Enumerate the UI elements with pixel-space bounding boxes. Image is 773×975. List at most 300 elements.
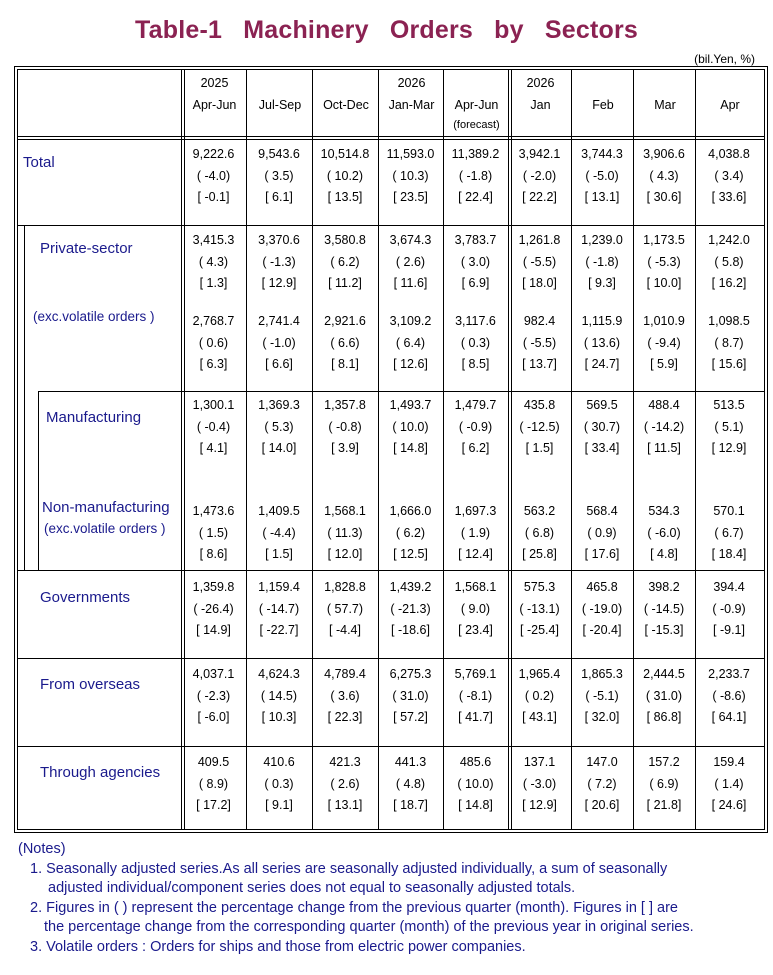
cell-yoy-change: [ 22.4] — [458, 190, 493, 204]
cell-yoy-change: [ 12.9] — [522, 798, 557, 812]
table-cell — [635, 230, 693, 295]
table-cell — [183, 311, 244, 376]
column-header-bot — [572, 116, 634, 138]
cell-qoq-change: ( -5.0) — [585, 168, 619, 183]
table-cell — [697, 664, 761, 729]
cell-value: 11,593.0 — [386, 147, 435, 161]
column-header-mid: Jan — [530, 98, 551, 112]
cell-value: 2,768.7 — [192, 314, 235, 328]
cell-value: 1,173.5 — [643, 233, 685, 247]
cell-yoy-change: [ 16.2] — [711, 276, 747, 290]
column-header-top: 2026 — [526, 76, 555, 90]
table-cell — [635, 752, 693, 817]
table-cell — [248, 577, 310, 642]
cell-value: 1,697.3 — [454, 504, 497, 518]
cell-value: 1,473.6 — [192, 504, 235, 518]
cell-qoq-change: ( 0.6) — [198, 335, 229, 350]
cell-qoq-change: ( 31.0) — [645, 688, 683, 703]
row-label: Non-manufacturing — [42, 499, 170, 516]
cell-value: 1,369.3 — [258, 398, 300, 412]
cell-yoy-change: [ 10.0] — [646, 276, 682, 290]
cell-value: 1,261.8 — [518, 233, 561, 247]
cell-qoq-change: ( 3.5) — [264, 168, 294, 183]
cell-yoy-change: [ 22.2] — [522, 190, 557, 204]
cell-yoy-change: [ 8.6] — [199, 547, 228, 561]
table-cell — [248, 395, 310, 460]
column-header — [444, 72, 509, 138]
cell-yoy-change: [ 17.2] — [196, 798, 231, 812]
cell-value: 3,370.6 — [258, 233, 300, 247]
table-cell — [248, 311, 310, 376]
column-header-bot — [379, 116, 444, 138]
table-cell — [445, 577, 506, 642]
cell-value: 2,921.6 — [324, 314, 366, 328]
cell-yoy-change: [ 33.6] — [711, 190, 747, 204]
column-header — [379, 72, 444, 138]
cell-yoy-change: [ 13.7] — [522, 357, 557, 371]
cell-qoq-change: ( -8.6) — [712, 688, 746, 703]
cell-qoq-change: ( 7.2) — [587, 776, 617, 791]
column-header — [696, 72, 764, 138]
column-header-bot — [696, 116, 764, 138]
note-1-cont: adjusted individual/component series does not equal to seasonally adjusted totals. — [48, 880, 576, 896]
cell-qoq-change: ( 6.8) — [524, 525, 555, 540]
section-divider — [18, 658, 764, 659]
cell-qoq-change: ( -26.4) — [193, 601, 234, 616]
cell-value: 2,444.5 — [643, 667, 685, 681]
table-cell — [248, 664, 310, 729]
cell-yoy-change: [ 22.3] — [327, 710, 363, 724]
cell-qoq-change: ( -19.0) — [581, 601, 623, 616]
cell-yoy-change: [ -4.4] — [329, 623, 361, 637]
table-cell — [573, 230, 631, 295]
table-cell — [635, 664, 693, 729]
table-cell — [314, 501, 376, 566]
cell-yoy-change: [ 13.5] — [327, 190, 363, 204]
cell-yoy-change: [ 8.1] — [331, 357, 359, 371]
cell-qoq-change: ( 0.3) — [264, 776, 294, 791]
table-cell — [510, 395, 569, 460]
column-header-top — [696, 72, 764, 94]
cell-qoq-change: ( -21.3) — [390, 601, 431, 616]
cell-yoy-change: [ 17.6] — [584, 547, 620, 561]
column-header-mid: Apr-Jun — [454, 98, 499, 112]
cell-qoq-change: ( 0.3) — [460, 335, 491, 350]
cell-qoq-change: ( -5.5) — [522, 335, 557, 350]
cell-value: 409.5 — [197, 755, 230, 769]
table-cell — [445, 752, 506, 817]
table-cell — [248, 752, 310, 817]
table-cell — [510, 144, 569, 209]
cell-value: 1,828.8 — [324, 580, 366, 594]
note-3: 3. Volatile orders : Orders for ships and those from electric power companies. — [30, 938, 526, 955]
table-cell — [573, 752, 631, 817]
row-label: (exc.volatile orders ) — [33, 309, 155, 324]
cell-value: 3,580.8 — [324, 233, 366, 247]
cell-yoy-change: [ -15.3] — [644, 623, 684, 637]
cell-yoy-change: [ -0.1] — [197, 190, 230, 204]
column-header-top — [444, 72, 509, 94]
table-cell — [697, 144, 761, 209]
table-cell — [510, 501, 569, 566]
cell-yoy-change: [ 12.0] — [327, 547, 363, 561]
cell-qoq-change: ( 10.2) — [326, 168, 364, 183]
table-cell — [697, 577, 761, 642]
cell-yoy-change: [ 41.7] — [458, 710, 493, 724]
table-cell — [573, 501, 631, 566]
cell-qoq-change: ( -0.8) — [328, 419, 362, 434]
cell-yoy-change: [ 20.6] — [584, 798, 620, 812]
cell-value: 159.4 — [713, 755, 745, 769]
table-cell — [248, 144, 310, 209]
column-divider — [695, 70, 696, 829]
cell-yoy-change: [ 11.2] — [328, 276, 362, 290]
cell-yoy-change: [ 6.9] — [461, 276, 490, 290]
cell-qoq-change: ( -1.0) — [262, 335, 296, 350]
column-header — [572, 72, 634, 138]
table-cell — [380, 395, 441, 460]
cell-value: 4,624.3 — [258, 667, 300, 681]
column-header-mid: Mar — [654, 98, 676, 112]
cell-yoy-change: [ 43.1] — [522, 710, 557, 724]
row-label: From overseas — [40, 676, 141, 693]
cell-value: 137.1 — [523, 755, 556, 769]
cell-value: 563.2 — [523, 504, 556, 518]
cell-qoq-change: ( 11.3) — [327, 525, 363, 540]
section-divider — [18, 570, 764, 571]
table-cell — [445, 501, 506, 566]
cell-value: 1,115.9 — [581, 314, 623, 328]
table-cell — [314, 577, 376, 642]
cell-value: 441.3 — [394, 755, 427, 769]
cell-yoy-change: [ 14.8] — [458, 798, 493, 812]
page-title: Table-1 Machinery Orders by Sectors — [135, 16, 638, 44]
table-cell — [510, 752, 569, 817]
cell-yoy-change: [ 12.5] — [393, 547, 428, 561]
cell-yoy-change: [ 3.9] — [331, 441, 359, 455]
cell-qoq-change: ( -5.1) — [585, 688, 619, 703]
cell-yoy-change: [ 4.8] — [650, 547, 678, 561]
cell-qoq-change: ( 4.3) — [649, 168, 679, 183]
nest-divider — [24, 225, 25, 570]
cell-qoq-change: ( 5.1) — [714, 419, 744, 434]
table-cell — [380, 311, 441, 376]
row-sublabel: (exc.volatile orders ) — [44, 521, 166, 536]
cell-qoq-change: ( 57.7) — [326, 601, 364, 616]
column-header — [247, 72, 313, 138]
cell-yoy-change: [ 6.2] — [461, 441, 490, 455]
cell-qoq-change: ( -9.4) — [647, 335, 681, 350]
cell-qoq-change: ( 10.3) — [392, 168, 429, 183]
cell-value: 3,109.2 — [389, 314, 432, 328]
cell-value: 1,300.1 — [192, 398, 235, 412]
column-divider — [443, 70, 444, 829]
cell-value: 3,744.3 — [581, 147, 623, 161]
table-cell — [635, 144, 693, 209]
table-cell — [314, 752, 376, 817]
section-divider — [38, 391, 764, 392]
table-cell — [635, 311, 693, 376]
cell-qoq-change: ( 6.6) — [330, 335, 360, 350]
cell-yoy-change: [ 12.9] — [711, 441, 747, 455]
notes-heading: (Notes) — [18, 841, 66, 857]
cell-qoq-change: ( -5.3) — [647, 254, 681, 269]
cell-value: 1,242.0 — [708, 233, 750, 247]
cell-value: 410.6 — [263, 755, 295, 769]
cell-value: 2,233.7 — [708, 667, 750, 681]
column-divider — [633, 70, 634, 829]
table-cell — [573, 395, 631, 460]
cell-value: 4,789.4 — [324, 667, 366, 681]
cell-value: 569.5 — [586, 398, 618, 412]
cell-value: 1,359.8 — [192, 580, 235, 594]
cell-yoy-change: [ 14.8] — [393, 441, 428, 455]
cell-value: 1,010.9 — [643, 314, 685, 328]
cell-yoy-change: [ 25.8] — [522, 547, 557, 561]
cell-qoq-change: ( 4.8) — [395, 776, 426, 791]
table-cell — [248, 501, 310, 566]
table-cell — [314, 144, 376, 209]
column-header-bot — [313, 116, 379, 138]
column-divider — [571, 70, 572, 829]
cell-yoy-change: [ 6.1] — [265, 190, 293, 204]
table-cell — [635, 577, 693, 642]
cell-value: 9,543.6 — [258, 147, 300, 161]
cell-yoy-change: [ 33.4] — [584, 441, 620, 455]
cell-value: 1,357.8 — [324, 398, 366, 412]
cell-yoy-change: [ -18.6] — [391, 623, 430, 637]
cell-value: 6,275.3 — [389, 667, 432, 681]
table-cell — [697, 752, 761, 817]
cell-qoq-change: ( 6.2) — [330, 254, 360, 269]
row-label: Governments — [40, 589, 131, 606]
cell-qoq-change: ( 3.0) — [460, 254, 491, 269]
cell-value: 1,568.1 — [454, 580, 497, 594]
cell-qoq-change: ( 10.0) — [392, 419, 429, 434]
column-header-mid: Apr — [720, 98, 740, 112]
cell-qoq-change: ( 9.0) — [460, 601, 491, 616]
cell-qoq-change: ( 31.0) — [392, 688, 429, 703]
cell-value: 421.3 — [329, 755, 361, 769]
table-cell — [510, 664, 569, 729]
table-cell — [697, 501, 761, 566]
cell-yoy-change: [ 11.6] — [393, 276, 428, 290]
cell-value: 394.4 — [713, 580, 745, 594]
cell-yoy-change: [ 12.9] — [261, 276, 297, 290]
cell-yoy-change: [ -22.7] — [259, 623, 299, 637]
cell-yoy-change: [ 5.9] — [650, 357, 678, 371]
cell-qoq-change: ( 6.9) — [649, 776, 679, 791]
cell-value: 4,037.1 — [192, 667, 235, 681]
cell-value: 513.5 — [713, 398, 745, 412]
cell-yoy-change: [ 24.7] — [584, 357, 620, 371]
table-cell — [380, 577, 441, 642]
cell-value: 568.4 — [586, 504, 618, 518]
table-cell — [314, 230, 376, 295]
cell-value: 4,038.8 — [708, 147, 750, 161]
cell-value: 3,415.3 — [192, 233, 235, 247]
column-header-bot — [247, 116, 313, 138]
table-cell — [635, 395, 693, 460]
row-label: Total — [23, 154, 55, 171]
cell-value: 3,117.6 — [455, 314, 496, 328]
cell-yoy-change: [ 14.9] — [196, 623, 231, 637]
column-header — [182, 72, 247, 138]
table-cell — [445, 144, 506, 209]
column-header — [634, 72, 696, 138]
column-divider — [246, 70, 247, 829]
cell-qoq-change: ( 13.6) — [583, 335, 621, 350]
table-cell — [183, 664, 244, 729]
cell-qoq-change: ( 2.6) — [395, 254, 426, 269]
cell-qoq-change: ( -2.3) — [196, 688, 231, 703]
table-cell — [573, 664, 631, 729]
nest-divider — [38, 391, 39, 570]
cell-value: 1,666.0 — [389, 504, 432, 518]
table-cell — [510, 577, 569, 642]
column-header-top — [313, 72, 379, 94]
table-cell — [314, 311, 376, 376]
cell-qoq-change: ( 5.3) — [264, 419, 294, 434]
cell-qoq-change: ( -0.9) — [712, 601, 746, 616]
cell-value: 1,865.3 — [581, 667, 623, 681]
cell-qoq-change: ( 6.7) — [714, 525, 744, 540]
cell-value: 1,479.7 — [454, 398, 497, 412]
note-1: 1. Seasonally adjusted series.As all series are seasonally adjusted individually, a sum of seasonally — [30, 860, 668, 877]
table-cell — [697, 395, 761, 460]
cell-qoq-change: ( -5.5) — [522, 254, 557, 269]
cell-qoq-change: ( -2.0) — [522, 168, 557, 183]
table-cell — [510, 230, 569, 295]
note-2: 2. Figures in ( ) represent the percentage change from the previous quarter (month). Figures in [ ] are — [30, 899, 678, 916]
cell-yoy-change: [ 13.1] — [327, 798, 363, 812]
cell-qoq-change: ( -1.3) — [262, 254, 296, 269]
table-cell — [380, 144, 441, 209]
cell-yoy-change: [ 18.0] — [522, 276, 557, 290]
unit-label: (bil.Yen, %) — [694, 52, 755, 66]
column-header-bot: (forecast) — [453, 119, 500, 131]
cell-qoq-change: ( -14.5) — [643, 601, 685, 616]
cell-qoq-change: ( 30.7) — [583, 419, 621, 434]
cell-yoy-change: [ 15.6] — [711, 357, 747, 371]
cell-value: 570.1 — [713, 504, 745, 518]
cell-qoq-change: ( -14.7) — [258, 601, 300, 616]
table-cell — [445, 230, 506, 295]
cell-qoq-change: ( -4.4) — [262, 525, 296, 540]
cell-qoq-change: ( 1.9) — [460, 525, 491, 540]
orders-table — [14, 66, 768, 833]
cell-qoq-change: ( -8.1) — [458, 688, 493, 703]
cell-value: 157.2 — [648, 755, 680, 769]
cell-qoq-change: ( -3.0) — [522, 776, 557, 791]
cell-qoq-change: ( 10.0) — [457, 776, 494, 791]
table-cell — [183, 752, 244, 817]
table-cell — [380, 752, 441, 817]
cell-value: 1,159.4 — [258, 580, 300, 594]
cell-yoy-change: [ 86.8] — [646, 710, 682, 724]
section-divider — [18, 225, 764, 226]
cell-value: 1,098.5 — [708, 314, 750, 328]
cell-qoq-change: ( 8.7) — [714, 335, 744, 350]
cell-yoy-change: [ 18.4] — [711, 547, 747, 561]
cell-qoq-change: ( 6.2) — [395, 525, 426, 540]
cell-yoy-change: [ 57.2] — [393, 710, 428, 724]
cell-yoy-change: [ 8.5] — [461, 357, 490, 371]
cell-yoy-change: [ -25.4] — [520, 623, 559, 637]
cell-qoq-change: ( 3.4) — [714, 168, 744, 183]
cell-value: 2,741.4 — [258, 314, 300, 328]
cell-yoy-change: [ 11.5] — [647, 441, 681, 455]
cell-yoy-change: [ 6.3] — [199, 357, 228, 371]
cell-qoq-change: ( -14.2) — [643, 419, 685, 434]
table-cell — [183, 577, 244, 642]
cell-qoq-change: ( 0.9) — [587, 525, 617, 540]
cell-qoq-change: ( 1.4) — [714, 776, 744, 791]
table-cell — [573, 577, 631, 642]
cell-value: 485.6 — [459, 755, 492, 769]
cell-value: 1,568.1 — [324, 504, 366, 518]
cell-qoq-change: ( 2.6) — [330, 776, 360, 791]
column-header-mid: Apr-Jun — [192, 98, 237, 112]
table-cell — [445, 664, 506, 729]
table-cell — [445, 311, 506, 376]
cell-yoy-change: [ 23.4] — [458, 623, 493, 637]
cell-qoq-change: ( 5.8) — [714, 254, 744, 269]
column-divider — [312, 70, 313, 829]
column-header — [509, 72, 572, 138]
cell-qoq-change: ( 1.5) — [198, 525, 229, 540]
cell-qoq-change: ( -6.0) — [647, 525, 681, 540]
cell-qoq-change: ( -13.1) — [519, 601, 560, 616]
table-cell — [314, 664, 376, 729]
column-header-top — [247, 72, 313, 94]
table-grid — [17, 69, 765, 830]
column-header-bot — [509, 116, 572, 138]
row-label: Private-sector — [40, 240, 133, 257]
cell-value: 435.8 — [523, 398, 556, 412]
table-cell — [573, 144, 631, 209]
cell-yoy-change: [ 4.1] — [199, 441, 228, 455]
cell-qoq-change: ( -12.5) — [519, 419, 560, 434]
cell-yoy-change: [ 6.6] — [265, 357, 293, 371]
cell-value: 398.2 — [648, 580, 680, 594]
cell-qoq-change: ( -0.4) — [196, 419, 231, 434]
cell-yoy-change: [ 30.6] — [646, 190, 682, 204]
cell-value: 1,965.4 — [518, 667, 561, 681]
table-cell — [510, 311, 569, 376]
cell-yoy-change: [ 14.0] — [261, 441, 297, 455]
cell-yoy-change: [ 1.5] — [525, 441, 554, 455]
cell-yoy-change: [ 18.7] — [393, 798, 428, 812]
cell-value: 534.3 — [648, 504, 680, 518]
column-header-top: 2025 — [200, 76, 229, 90]
column-header-mid: Feb — [592, 98, 614, 112]
cell-value: 3,906.6 — [643, 147, 685, 161]
cell-yoy-change: [ 12.4] — [458, 547, 493, 561]
column-header-mid: Oct-Dec — [323, 98, 369, 112]
cell-value: 9,222.6 — [192, 147, 235, 161]
cell-yoy-change: [ 24.6] — [711, 798, 747, 812]
table-cell — [380, 664, 441, 729]
table-cell — [183, 144, 244, 209]
table-cell — [183, 395, 244, 460]
cell-yoy-change: [ -20.4] — [582, 623, 622, 637]
cell-qoq-change: ( 4.3) — [198, 254, 229, 269]
cell-value: 488.4 — [648, 398, 680, 412]
cell-yoy-change: [ 32.0] — [584, 710, 620, 724]
cell-value: 465.8 — [586, 580, 618, 594]
cell-value: 11,389.2 — [451, 147, 500, 161]
